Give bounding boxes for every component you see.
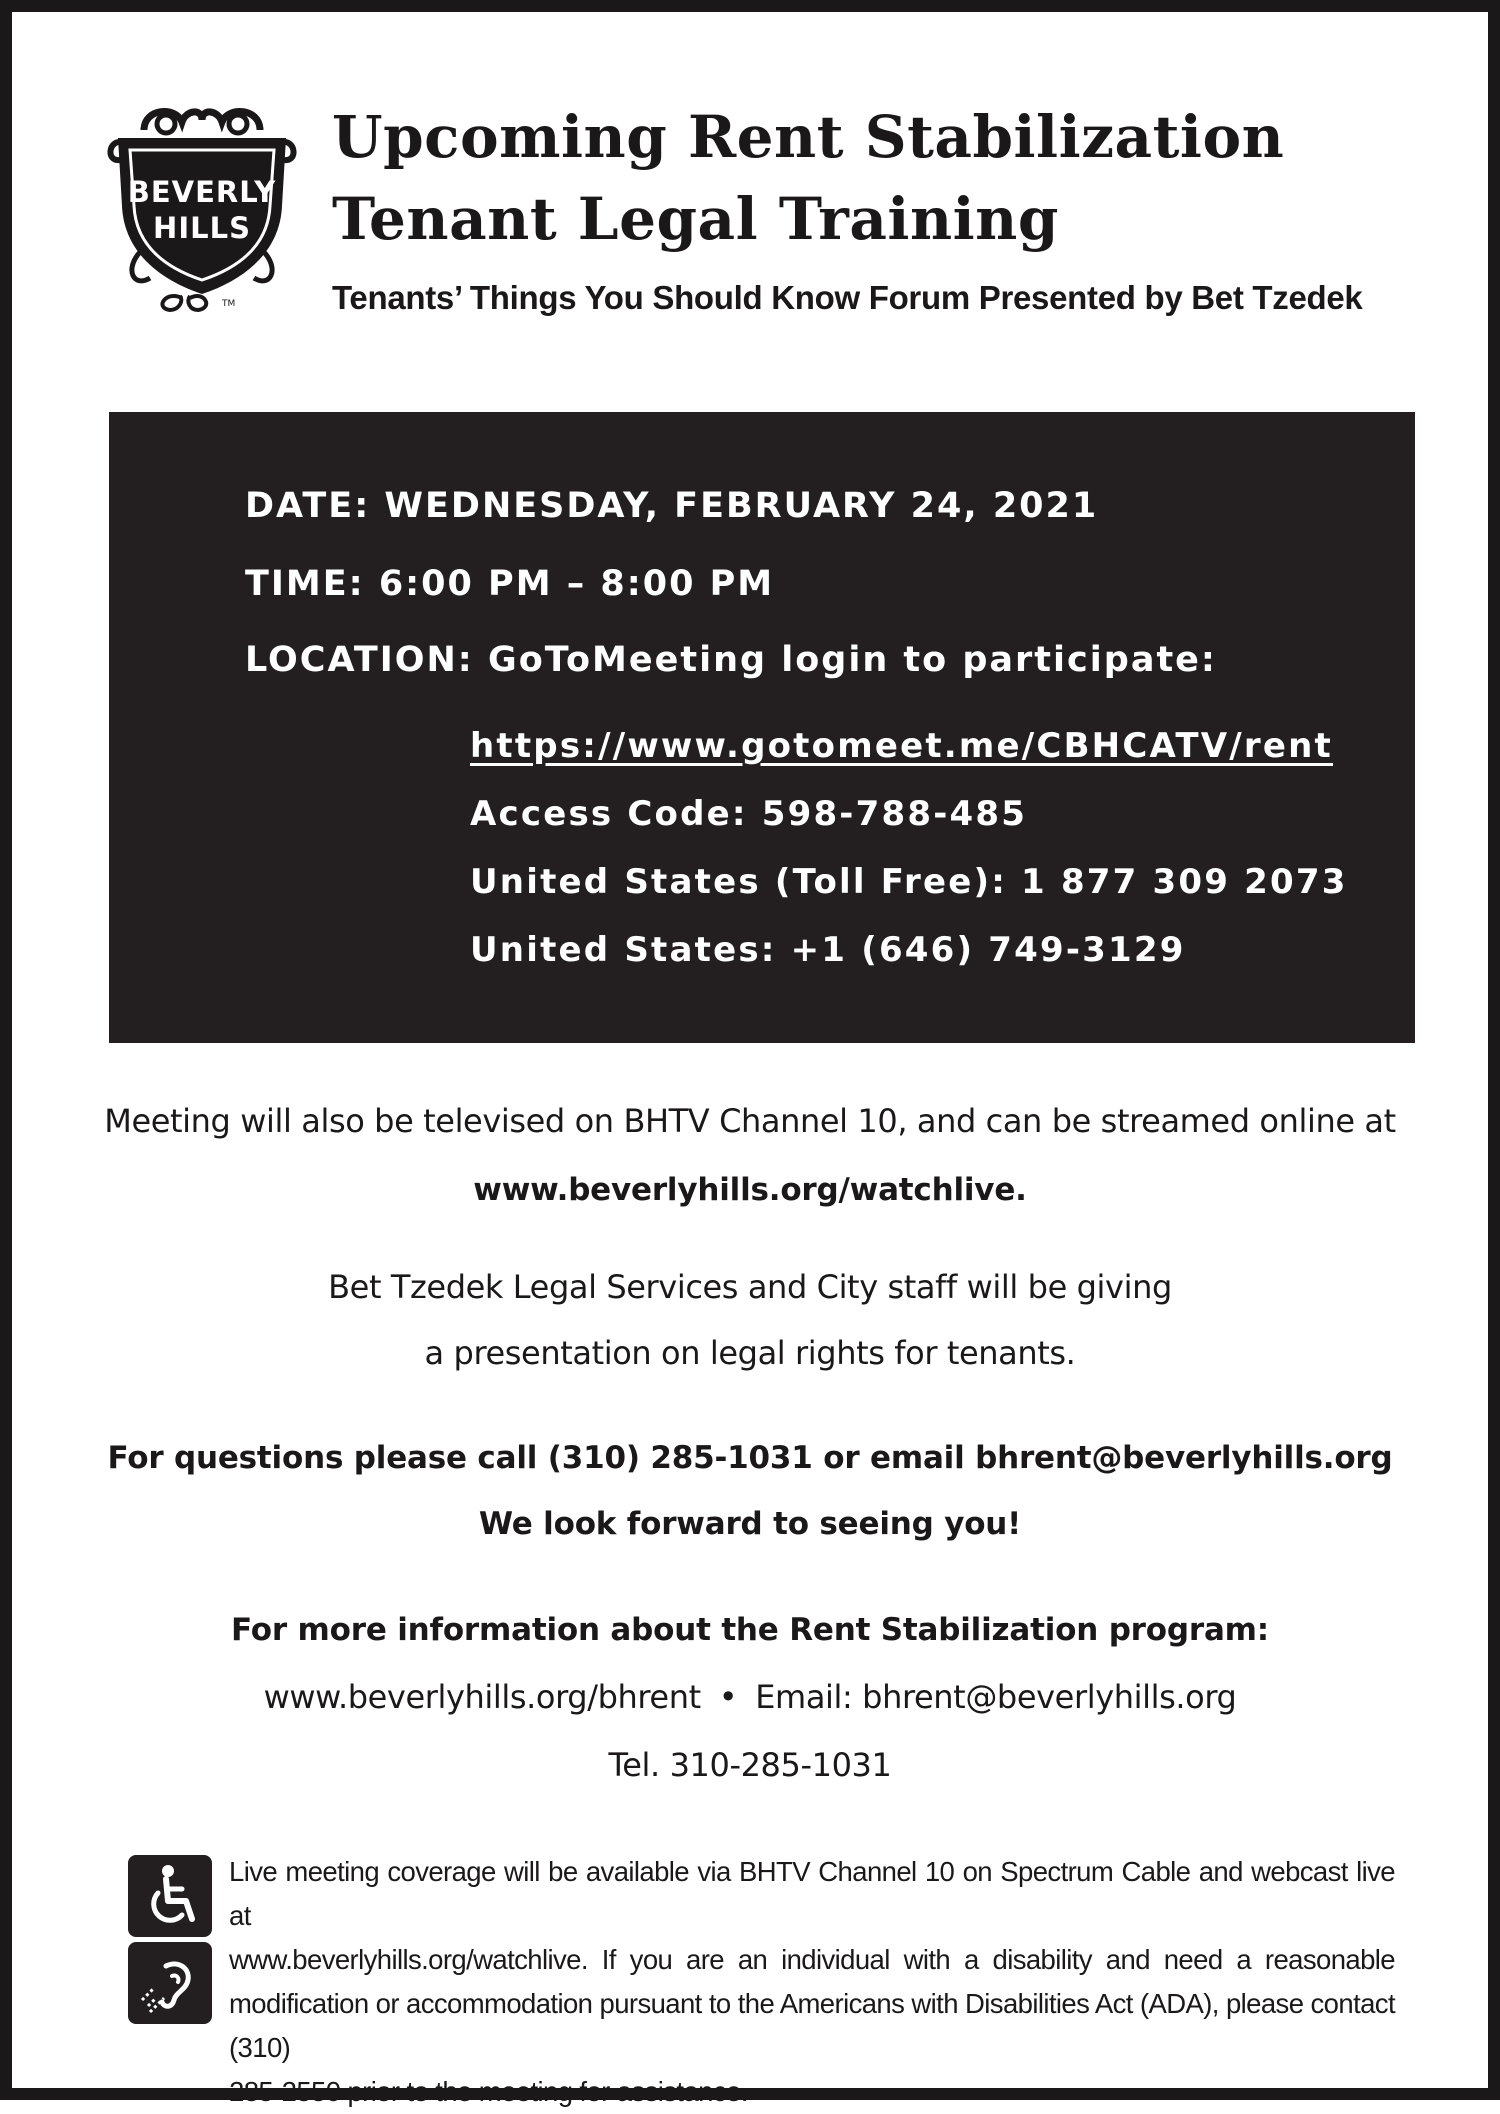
phone-number: United States: +1 (646) 749-3129	[470, 930, 1186, 970]
presentation-note-line-2: a presentation on legal rights for tenants.	[424, 1334, 1076, 1372]
assistive-listening-icon	[128, 1942, 212, 2024]
toll-free-number: United States (Toll Free): 1 877 309 2073	[470, 862, 1348, 902]
title-line-1: Upcoming Rent Stabilization	[332, 103, 1285, 171]
page-title	[332, 96, 1442, 260]
ada-notice	[229, 1850, 1395, 2114]
title-line-2: Tenant Legal Training	[332, 185, 1059, 253]
logo-trademark: TM	[222, 299, 236, 309]
bullet-separator: •	[718, 1678, 738, 1716]
wheelchair-accessibility-icon	[128, 1855, 212, 1937]
logo-text-beverly: BEVERLY	[127, 175, 277, 209]
event-location: LOCATION: GoToMeeting login to participate:	[245, 640, 1217, 680]
event-time: TIME: 6:00 PM – 8:00 PM	[245, 564, 775, 604]
beverly-hills-shield-logo	[104, 102, 300, 316]
ada-notice-line-2: www.beverlyhills.org/watchlive. If you are an individual with a disability and need a reasonable	[229, 1944, 1395, 1975]
meeting-link[interactable]: https://www.gotomeet.me/CBHCATV/rent	[470, 726, 1333, 766]
ada-notice-line-1: Live meeting coverage will be available via BHTV Channel 10 on Spectrum Cable and webcast live at	[229, 1856, 1395, 1931]
program-email-link[interactable]: Email: bhrent@beverlyhills.org	[755, 1678, 1237, 1716]
presentation-note-line-1: Bet Tzedek Legal Services and City staff will be giving	[328, 1268, 1172, 1306]
program-telephone: Tel. 310-285-1031	[608, 1746, 892, 1784]
ada-notice-line-4: 285-2550 prior to the meeting for assistance.	[229, 2076, 748, 2107]
watchlive-link[interactable]: www.beverlyhills.org/watchlive.	[473, 1172, 1027, 1208]
access-code: Access Code: 598-788-485	[470, 794, 1028, 834]
logo-text-hills: HILLS	[153, 211, 251, 245]
ada-notice-line-3: modification or accommodation pursuant to the Americans with Disabilities Act (ADA), please contact (310)	[229, 1988, 1395, 2063]
event-date: DATE: WEDNESDAY, FEBRUARY 24, 2021	[245, 486, 1099, 526]
televised-note: Meeting will also be televised on BHTV Channel 10, and can be streamed online at	[104, 1102, 1396, 1140]
more-info-heading: For more information about the Rent Stabilization program:	[231, 1612, 1269, 1648]
program-website-link[interactable]: www.beverlyhills.org/bhrent	[263, 1678, 701, 1716]
page-subtitle: Tenants’ Things You Should Know Forum Presented by Bet Tzedek	[332, 279, 1363, 316]
more-info-contacts	[12, 1678, 1488, 1716]
questions-contact: For questions please call (310) 285-1031 or email bhrent@beverlyhills.org	[107, 1440, 1393, 1476]
closing-message: We look forward to seeing you!	[478, 1506, 1022, 1542]
event-details-box	[109, 412, 1415, 1043]
